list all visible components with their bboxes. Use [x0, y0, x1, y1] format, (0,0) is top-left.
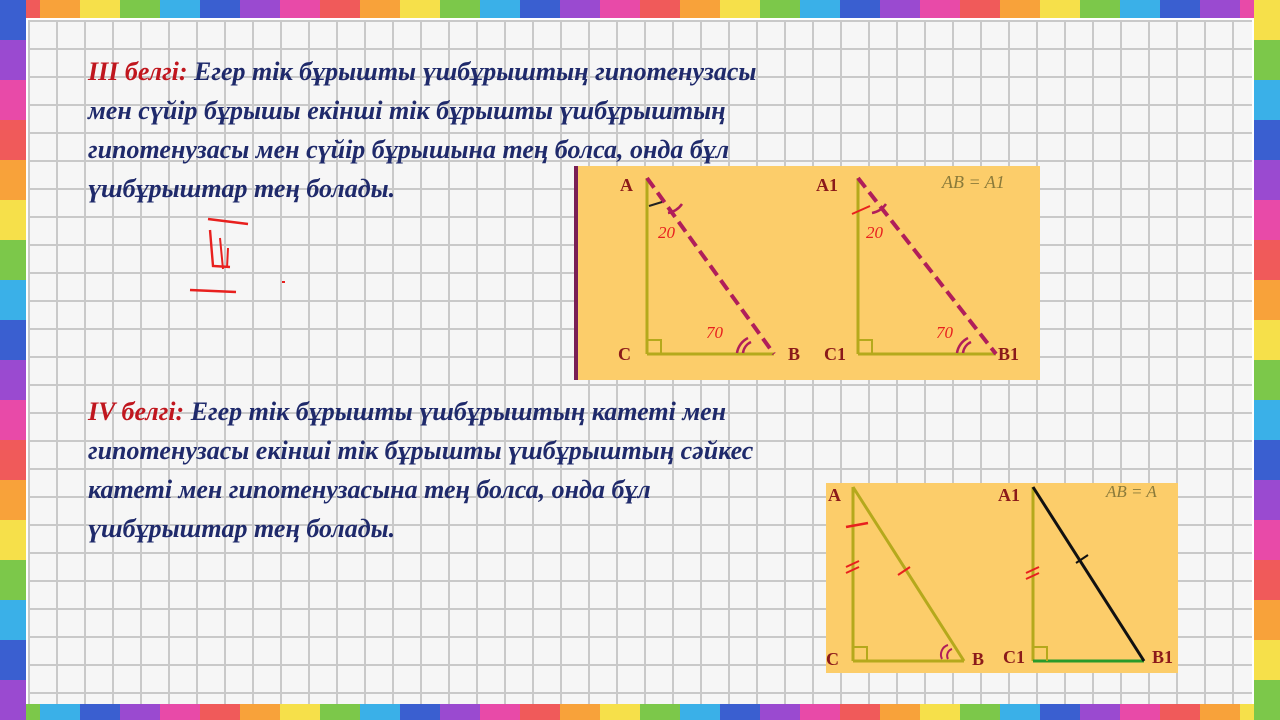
vertex-a1: A1 — [998, 485, 1020, 505]
sign-3-label: III белгі: — [88, 57, 188, 86]
sign-4-label: IV белгі: — [88, 397, 185, 426]
vertex-a: A — [620, 175, 633, 195]
vertex-b: B — [972, 649, 985, 669]
vertex-c: C — [618, 344, 631, 364]
sign-4-line-2: гипотенузасы екінші тік бұрышты үшбұрыштың сәйкес — [88, 436, 754, 465]
vertex-b1: B1 — [1152, 647, 1174, 667]
angle-a1-note: 20 — [866, 223, 883, 242]
vertex-c1: C1 — [824, 344, 846, 364]
handwritten-scribble — [186, 214, 296, 298]
vertex-c: C — [826, 649, 839, 669]
figure-background — [826, 483, 1178, 673]
sign-4-figure — [826, 483, 1178, 673]
angle-b1-note: 70 — [936, 323, 953, 342]
vertex-a: A — [828, 485, 841, 505]
sign-3-line-1: Егер тік бұрышты үшбұрыштың гипотенузасы — [187, 57, 757, 86]
sign-4-line-3: катеті мен гипотенузасына тең болса, онда бұл — [88, 475, 651, 504]
sign-4-paragraph — [88, 392, 918, 548]
equality-formula: AB = A — [1106, 483, 1157, 501]
figure-left-edge — [574, 166, 578, 380]
vertex-a1: A1 — [816, 175, 838, 195]
sign-4-line-1: Егер тік бұрышты үшбұрыштың катеті мен — [184, 397, 727, 426]
angle-b-note: 70 — [706, 323, 723, 342]
equality-formula: AB = A1 — [942, 172, 1005, 192]
sign-4-line-4: үшбұрыштар тең болады. — [88, 514, 396, 543]
sign-3-line-3: гипотенузасы мен сүйір бұрышына тең болса, онда бұл — [88, 135, 730, 164]
sign-3-figure — [574, 166, 1040, 380]
sign-3-line-2: мен сүйір бұрышы екінші тік бұрышты үшбұрыштың — [88, 96, 726, 125]
vertex-b1: B1 — [998, 344, 1020, 364]
vertex-b: B — [788, 344, 801, 364]
figure-background — [574, 166, 1040, 380]
vertex-c1: C1 — [1003, 647, 1025, 667]
angle-a-note: 20 — [658, 223, 675, 242]
sign-3-line-4: үшбұрыштар тең болады. — [88, 174, 396, 203]
